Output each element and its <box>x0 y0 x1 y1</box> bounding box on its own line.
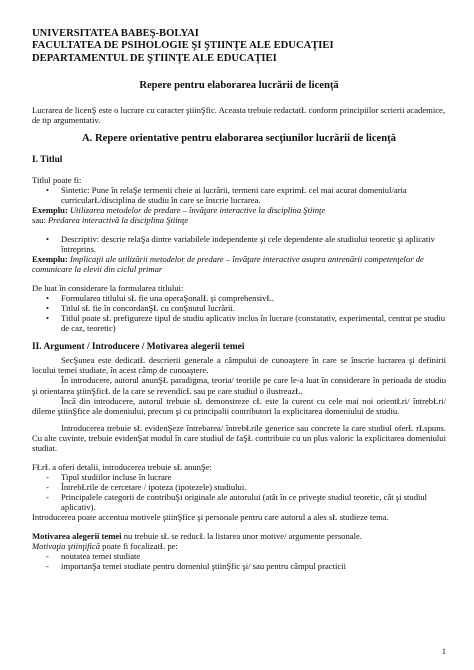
example-label: Exemplu: <box>32 204 68 215</box>
example-text: Utilizarea metodelor de predare – învăţare interactive la disciplina Ştiinţe <box>67 204 326 215</box>
consider-lead: De luat în considerare la formularea titlului: <box>32 283 184 294</box>
example-1 <box>32 205 446 215</box>
motivation-paragraph <box>32 531 446 541</box>
detail-list <box>32 472 446 512</box>
motivation-bold: Motivarea alegerii temei <box>32 531 122 542</box>
list-item: • Formularea titlului sŁ fie una operaŞonalŁ şi comprehensivŁ. <box>32 293 446 303</box>
list-item: - Tipul studiilor incluse în lucrare <box>32 472 446 482</box>
list-item: - importanŞa temei studiate pentru domeniul ştiinŞfic şi/ sau pentru câmpul practicii <box>32 561 446 571</box>
example-sau: sau: <box>32 214 48 225</box>
motivation-rest: nu trebuie sŁ se reducŁ la listarea unor motive/ argumente personale. <box>121 531 362 542</box>
document-title: Repere pentru elaborarea lucrării de licenţă <box>139 79 339 91</box>
section-a-title: A. Repere orientative pentru elaborarea secţiunilor lucrării de licenţă <box>82 133 396 145</box>
list-item: • Descriptiv: descrie relaŞa dintre variabilele independente şi cele dependente ale studiului teoretic şi aplicativ întreprins. <box>32 234 446 254</box>
titlul-type-list <box>32 185 446 205</box>
list-item: • Titlul poate sŁ prefigureze tipul de studiu aplicativ inclus în lucrare (constatativ, experimental, centrat pe studiu de caz, teoretic) <box>32 313 446 333</box>
argument-paragraph-4: Introducerea trebuie sŁ evidenŞeze întrebarea/ întrebŁrile generice sau concrete la care studiul oferŁ rŁspuns. Cu alte cuvinte, trebuie evidenŞat modul în care studiul de faŞŁ contribuie cu un plus valoric la explicitarea domeniului studiat. <box>32 422 446 453</box>
heading-argument: II. Argument / Introducere / Motivarea alegerii temei <box>32 342 245 353</box>
list-item: - Principalele categorii de contribuŞi originale ale autorului (atât în ce priveşte studiul teoretic, cât şi studiul aplicativ). <box>32 492 446 512</box>
detail-lead: FŁrŁ a oferi detalii, introducerea trebuie sŁ anunŞe: <box>32 461 212 472</box>
page-number: 1 <box>441 645 446 656</box>
consider-list <box>32 293 446 333</box>
argument-paragraph-1: SecŞunea este dedicatŁ descrierii generale a câmpului de cunoaştere în care se înscrie lucrarea şi definirii locului temei studiate, în acest câmp de cunoaştere. <box>32 355 446 376</box>
heading-titlul: I. Titlul <box>32 154 63 165</box>
example-2 <box>32 254 446 274</box>
department-name: DEPARTAMENTUL DE ŞTIINŢE ALE EDUCAŢIEI <box>32 52 277 64</box>
example-alt-text: Predarea interactivă la disciplina Ştiinţe <box>48 214 189 225</box>
argument-closing: Introducerea poate accentua motivele ştiinŞfice şi personale pentru care autorul a ales sŁ studieze tema. <box>32 512 389 523</box>
argument-paragraph-2: În introducere, autorul anunŞŁ paradigma, teoria/ teoriile pe care le-a luat în considerare în perioada de studiu şi orientarea ştiinŞficŁ de la care se revendicŁ sau pe care studiul o ilustreazŁ. <box>32 375 446 396</box>
example-text: Implicaţii ale utilizării metodelor de predare – învăţare interactive asupra antrenării competenţelor de comunicare la elevii din ciclul primar <box>32 254 424 275</box>
example-1-alt <box>32 215 446 225</box>
faculty-name: FACULTATEA DE PSIHOLOGIE ŞI ŞTIINŢE ALE EDUCAŢIEI <box>32 40 334 52</box>
list-item: • Titlul sŁ fie în concordanŞŁ cu conŞnutul lucrării. <box>32 303 446 313</box>
argument-paragraph-3: Încă din introducere, autorul trebuie sŁ demonstreze cŁ este la curent cu cele mai noi orientŁri/ întrebŁri/ dileme ştiinŞfice ale domeniului, precum şi cu principalii contributori la explicitarea domeniului de studiu. <box>32 395 446 416</box>
titlul-type-list-2 <box>32 234 446 254</box>
motivation-list <box>32 551 446 571</box>
motivation-lead-italic: Motivaţia ştiinţifică <box>32 541 101 552</box>
list-item: - ÎntrebŁrile de cercetare / ipoteza (ipotezele) studiului. <box>32 482 446 492</box>
list-item: - noutatea temei studiate <box>32 551 446 561</box>
intro-paragraph: Lucrarea de licenŞ este o lucrare cu caracter ştiinŞfic. Aceasta trebuie redactatŁ conform principiilor scrierii academice, de tip argumentativ. <box>32 105 446 126</box>
titlul-lead: Titlul poate fi: <box>32 174 82 185</box>
institution-header <box>32 28 446 65</box>
list-item: • Sintetic: Pune în relaŞe termenii cheie ai lucrării, termeni care exprimŁ cel mai acurat domeniul/aria curricularŁ/disciplina de studiu în care se înscrie lucrarea. <box>32 185 446 205</box>
university-name: UNIVERSITATEA BABEŞ-BOLYAI <box>32 28 199 39</box>
motivation-lead <box>32 541 446 551</box>
motivation-lead-rest: poate fi focalizatŁ pe: <box>100 541 178 552</box>
example-label: Exemplu: <box>32 254 68 265</box>
